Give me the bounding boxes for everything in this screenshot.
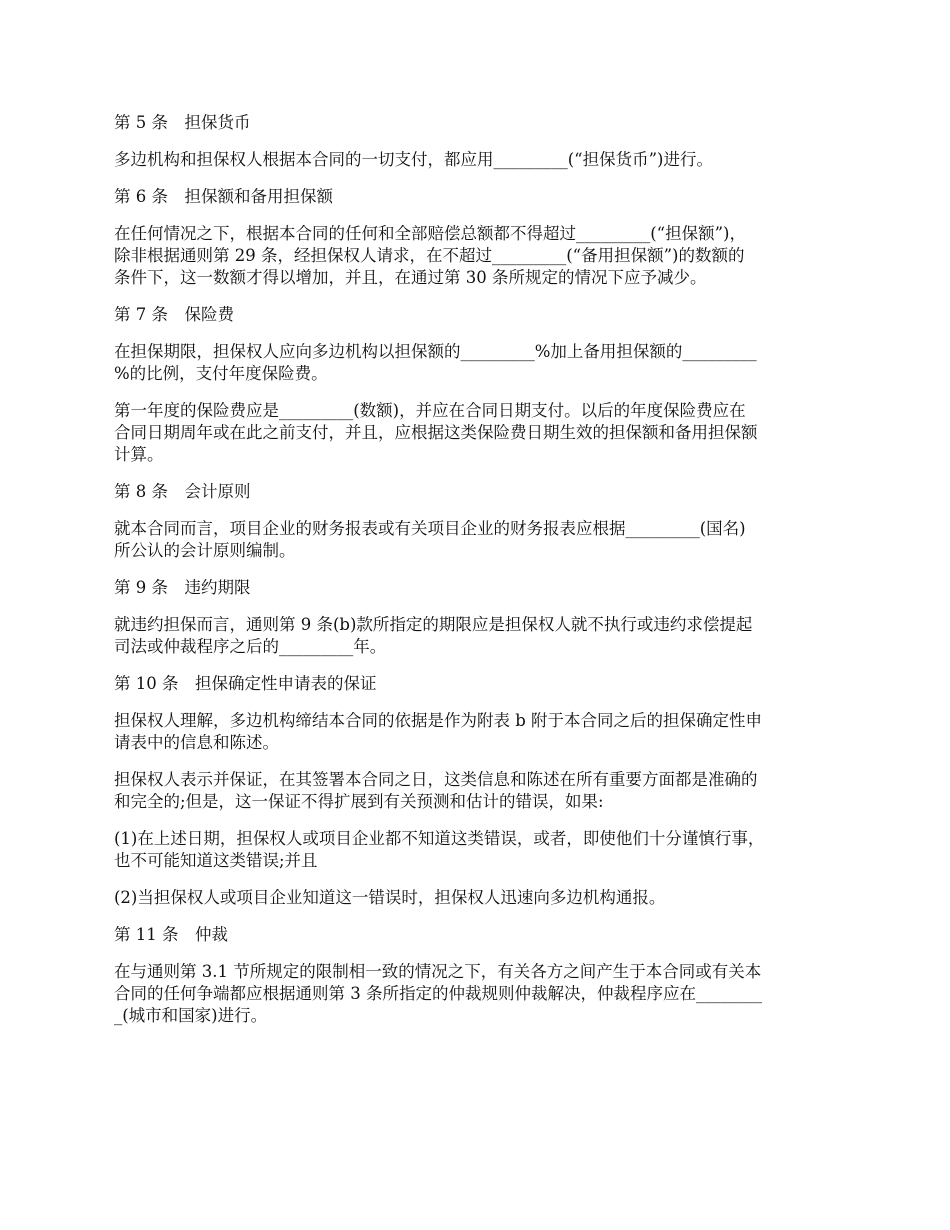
article-6-body: 在任何情况之下，根据本合同的任何和全部赔偿总额都不得超过_________(“担保额”)， 除非根据通则第 29 条，经担保权人请求，在不超过_________(“备用担保额”)的数额的 条件下，这一数额才得以增加，并且，在通过第 30 条所规定的情况下应予减少。 <box>114 224 746 287</box>
article-5-heading: 第 5 条 担保货币 <box>114 113 251 132</box>
article-11-heading: 第 11 条 仲裁 <box>114 925 228 944</box>
article-10-item-2: (2)当担保权人或项目企业知道这一错误时，担保权人迅速向多边机构通报。 <box>114 888 666 907</box>
article-7-heading: 第 7 条 保险费 <box>114 305 234 324</box>
article-10-heading: 第 10 条 担保确定性申请表的保证 <box>114 674 377 693</box>
article-10-item-1: (1)在上述日期，担保权人或项目企业都不知道这类错误，或者，即使他们十分谨慎行事， 也不可能知道这类错误;并且 <box>114 829 765 870</box>
article-7-body-2: 第一年度的保险费应是_________(数额)，并应在合同日期支付。以后的年度保险费应在 合同日期周年或在此之前支付，并且，应根据这类保险费日期生效的担保额和备用担保额 计算。 <box>114 401 758 464</box>
article-8-body: 就本合同而言，项目企业的财务报表或有关项目企业的财务报表应根据_________(国名) 所公认的会计原则编制。 <box>114 519 746 560</box>
article-11-body: 在与通则第 3.1 节所规定的限制相一致的情况之下，有关各方之间产生于本合同或有关本 合同的任何争端都应根据通则第 3 条所指定的仲裁规则仲裁解决，仲裁程序应在________ _(城市和国家)进行。 <box>114 962 762 1025</box>
article-5-body: 多边机构和担保权人根据本合同的一切支付，都应用_________(“担保货币”)进行。 <box>114 150 713 169</box>
article-8-heading: 第 8 条 会计原则 <box>114 482 251 501</box>
article-9-body: 就违约担保而言，通则第 9 条(b)款所指定的期限应是担保权人就不执行或违约求偿提起 司法或仲裁程序之后的_________年。 <box>114 615 753 656</box>
article-10-body-2: 担保权人表示并保证，在其签署本合同之日，这类信息和陈述在所有重要方面都是准确的 和完全的;但是，这一保证不得扩展到有关预测和估计的错误，如果: <box>114 770 758 811</box>
article-9-heading: 第 9 条 违约期限 <box>114 578 251 597</box>
article-6-heading: 第 6 条 担保额和备用担保额 <box>114 187 333 206</box>
article-7-body-1: 在担保期限，担保权人应向多边机构以担保额的_________%加上备用担保额的_________ %的比例，支付年度保险费。 <box>114 342 757 383</box>
document-page <box>114 112 840 1042</box>
article-10-body-1: 担保权人理解，多边机构缔结本合同的依据是作为附表 b 附于本合同之后的担保确定性申 请表中的信息和陈述。 <box>114 711 763 752</box>
